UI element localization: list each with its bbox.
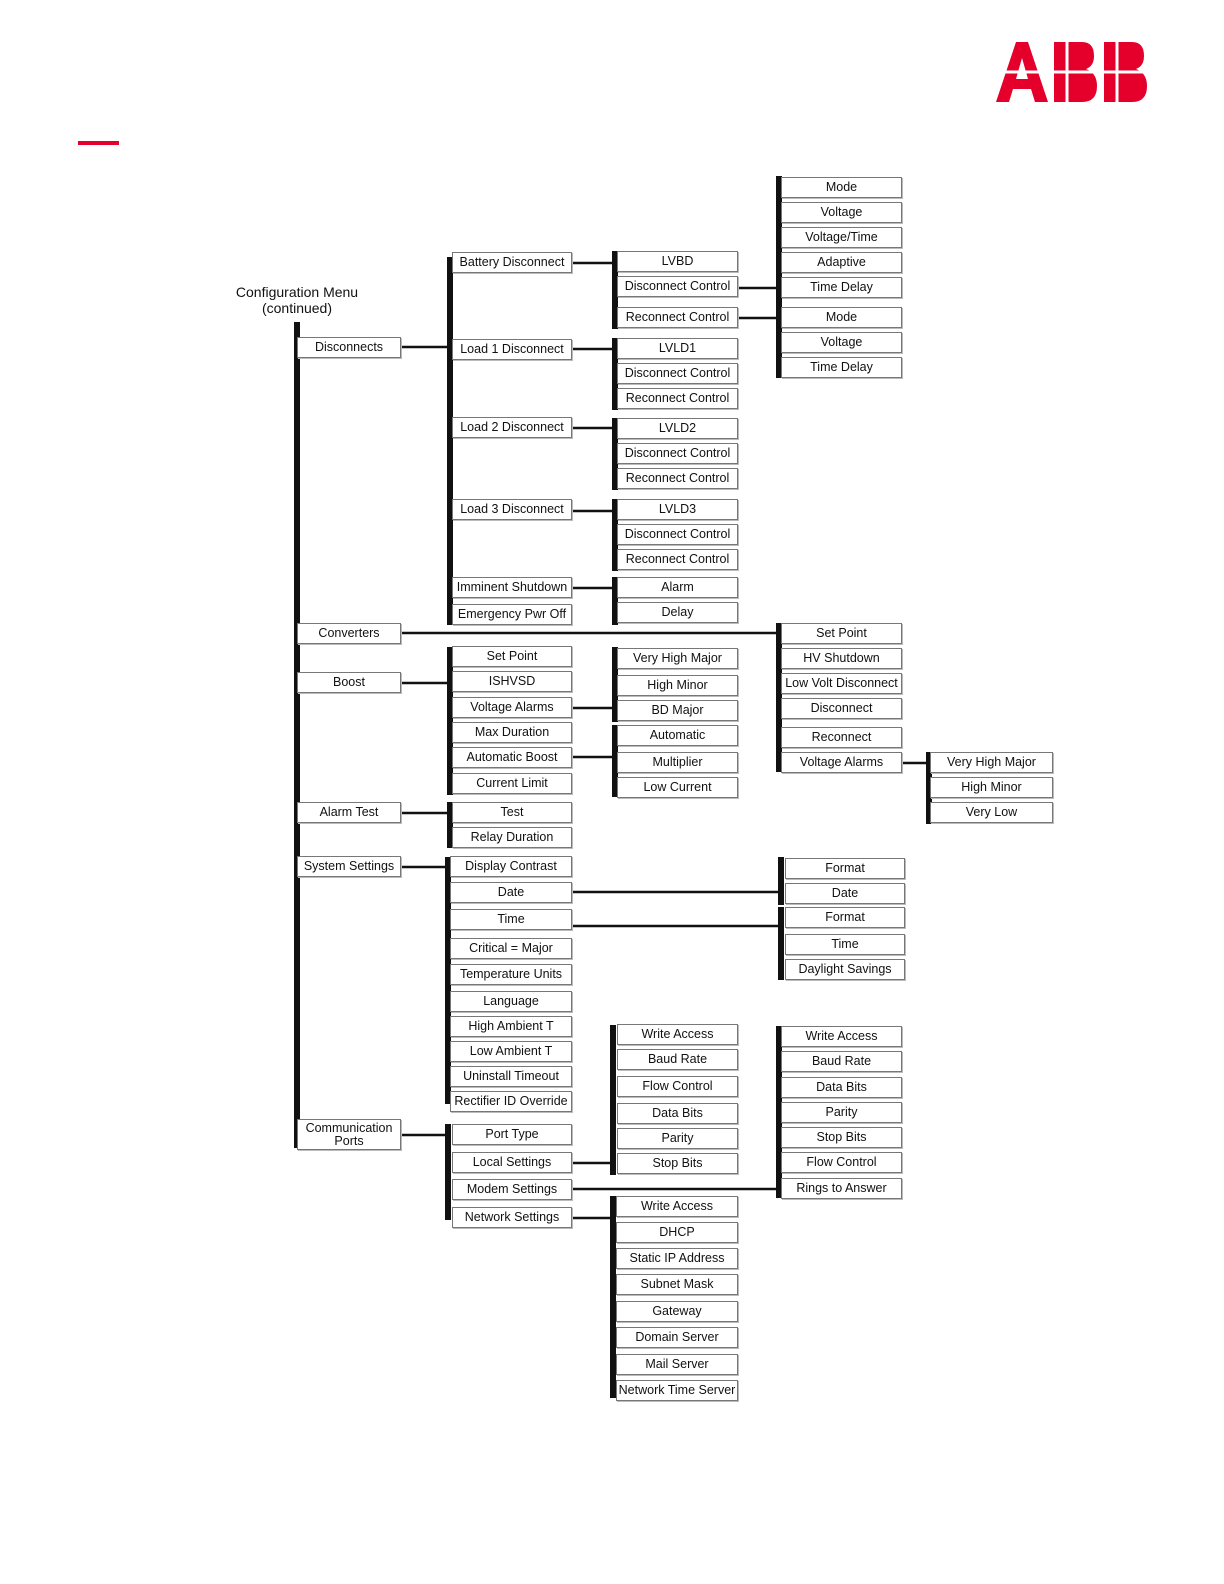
menu-node-menu-boost-label: Boost xyxy=(297,672,401,693)
menu-node-menu-boost-items-0: Set Point xyxy=(452,646,572,667)
menu-node-menu-system-settings-label: System Settings xyxy=(297,856,401,877)
menu-node-menu-communication-ports-local-settings-items-0: Write Access xyxy=(617,1024,738,1045)
menu-node-menu-system-settings-items-0: Display Contrast xyxy=(450,856,572,877)
menu-node-menu-communication-ports-local-settings-items-1: Baud Rate xyxy=(617,1049,738,1070)
menu-node-menu-converters-items-1: HV Shutdown xyxy=(781,648,902,669)
menu-node-menu-system-settings-date-items-1: Date xyxy=(785,883,905,904)
menu-node-menu-system-settings-items-6: High Ambient T xyxy=(450,1016,572,1037)
menu-node-menu-boost-items-4: Automatic Boost xyxy=(452,747,572,768)
menu-node-menu-disconnects-battery-disconnect-reconnect-control-items-2: Time Delay xyxy=(781,357,902,378)
menu-node-menu-alarm-test-items-1: Relay Duration xyxy=(452,827,572,848)
menu-node-menu-communication-ports-modem-settings-items-6: Rings to Answer xyxy=(781,1178,902,1199)
menu-node-menu-communication-ports-network-settings-items-2: Static IP Address xyxy=(616,1248,738,1269)
menu-node-menu-disconnects-load2-items-1: Disconnect Control xyxy=(617,443,738,464)
menu-node-menu-communication-ports-network-settings-items-7: Network Time Server xyxy=(616,1380,738,1401)
menu-node-menu-alarm-test-label: Alarm Test xyxy=(297,802,401,823)
menu-node-menu-system-settings-items-8: Uninstall Timeout xyxy=(450,1066,572,1087)
menu-node-menu-communication-ports-network-settings-items-0: Write Access xyxy=(616,1196,738,1217)
menu-node-menu-communication-ports-items-2: Modem Settings xyxy=(452,1179,572,1200)
menu-node-menu-communication-ports-network-settings-items-3: Subnet Mask xyxy=(616,1274,738,1295)
menu-node-menu-boost-voltage-alarms-items-1: High Minor xyxy=(617,675,738,696)
menu-node-menu-disconnects-battery-disconnect-disconnect-control-items-4: Time Delay xyxy=(781,277,902,298)
menu-node-menu-system-settings-items-3: Critical = Major xyxy=(450,938,572,959)
menu-node-menu-disconnects-load2-items-2: Reconnect Control xyxy=(617,468,738,489)
menu-node-menu-communication-ports-label: Communication Ports xyxy=(297,1119,401,1150)
menu-node-menu-disconnects-load1-label: Load 1 Disconnect xyxy=(452,339,572,360)
menu-node-menu-system-settings-items-5: Language xyxy=(450,991,572,1012)
menu-node-menu-communication-ports-items-1: Local Settings xyxy=(452,1152,572,1173)
menu-node-menu-disconnects-imminent-shutdown-items-0: Alarm xyxy=(617,577,738,598)
menu-node-menu-communication-ports-network-settings-items-4: Gateway xyxy=(616,1301,738,1322)
menu-node-menu-system-settings-items-1: Date xyxy=(450,882,572,903)
menu-node-menu-communication-ports-modem-settings-items-4: Stop Bits xyxy=(781,1127,902,1148)
menu-node-menu-disconnects-battery-disconnect-items-1: Disconnect Control xyxy=(617,276,738,297)
menu-node-menu-communication-ports-network-settings-items-1: DHCP xyxy=(616,1222,738,1243)
menu-node-menu-system-settings-items-4: Temperature Units xyxy=(450,964,572,985)
menu-node-menu-disconnects-battery-disconnect-disconnect-control-items-1: Voltage xyxy=(781,202,902,223)
menu-node-menu-communication-ports-network-settings-items-6: Mail Server xyxy=(616,1354,738,1375)
menu-node-menu-system-settings-date-items-0: Format xyxy=(785,858,905,879)
menu-node-menu-communication-ports-local-settings-items-5: Stop Bits xyxy=(617,1153,738,1174)
menu-node-menu-disconnects-load1-items-2: Reconnect Control xyxy=(617,388,738,409)
menu-node-menu-boost-automatic-boost-items-0: Automatic xyxy=(617,725,738,746)
menu-node-menu-communication-ports-network-settings-items-5: Domain Server xyxy=(616,1327,738,1348)
menu-node-menu-boost-items-1: ISHVSD xyxy=(452,671,572,692)
menu-node-menu-boost-items-5: Current Limit xyxy=(452,773,572,794)
menu-node-menu-converters-items-2: Low Volt Disconnect xyxy=(781,673,902,694)
menu-node-menu-disconnects-battery-disconnect-reconnect-control-items-1: Voltage xyxy=(781,332,902,353)
menu-node-menu-system-settings-items-9: Rectifier ID Override xyxy=(450,1091,572,1112)
menu-node-menu-converters-voltage-alarms-items-2: Very Low xyxy=(930,802,1053,823)
menu-node-menu-disconnects-battery-disconnect-disconnect-control-items-0: Mode xyxy=(781,177,902,198)
menu-node-menu-converters-voltage-alarms-items-1: High Minor xyxy=(930,777,1053,798)
menu-node-menu-disconnects-load3-items-2: Reconnect Control xyxy=(617,549,738,570)
menu-node-menu-disconnects-label: Disconnects xyxy=(297,337,401,358)
menu-node-menu-converters-items-0: Set Point xyxy=(781,623,902,644)
menu-node-menu-disconnects-battery-disconnect-disconnect-control-items-3: Adaptive xyxy=(781,252,902,273)
menu-node-menu-boost-items-3: Max Duration xyxy=(452,722,572,743)
menu-node-menu-disconnects-battery-disconnect-disconnect-control-items-2: Voltage/Time xyxy=(781,227,902,248)
menu-node-menu-communication-ports-modem-settings-items-2: Data Bits xyxy=(781,1077,902,1098)
menu-node-menu-disconnects-imminent-shutdown-items-1: Delay xyxy=(617,602,738,623)
menu-node-menu-converters-label: Converters xyxy=(297,623,401,644)
menu-node-menu-disconnects-battery-disconnect-label: Battery Disconnect xyxy=(452,252,572,273)
menu-node-menu-disconnects-load2-items-0: LVLD2 xyxy=(617,418,738,439)
menu-node-menu-converters-items-5: Voltage Alarms xyxy=(781,752,902,773)
menu-node-menu-boost-automatic-boost-items-2: Low Current xyxy=(617,777,738,798)
menu-node-menu-communication-ports-local-settings-items-2: Flow Control xyxy=(617,1076,738,1097)
menu-node-menu-disconnects-load3-label: Load 3 Disconnect xyxy=(452,499,572,520)
menu-node-menu-disconnects-imminent-shutdown-label: Imminent Shutdown xyxy=(452,577,572,598)
menu-node-menu-alarm-test-items-0: Test xyxy=(452,802,572,823)
menu-node-menu-communication-ports-items-3: Network Settings xyxy=(452,1207,572,1228)
menu-node-menu-disconnects-emergency-pwr-off-label: Emergency Pwr Off xyxy=(452,604,572,625)
menu-node-menu-system-settings-time-items-1: Time xyxy=(785,934,905,955)
menu-node-menu-communication-ports-local-settings-items-4: Parity xyxy=(617,1128,738,1149)
menu-node-menu-communication-ports-local-settings-items-3: Data Bits xyxy=(617,1103,738,1124)
menu-node-menu-boost-automatic-boost-items-1: Multiplier xyxy=(617,752,738,773)
menu-node-menu-communication-ports-modem-settings-items-3: Parity xyxy=(781,1102,902,1123)
menu-node-menu-system-settings-items-7: Low Ambient T xyxy=(450,1041,572,1062)
menu-node-menu-communication-ports-modem-settings-items-0: Write Access xyxy=(781,1026,902,1047)
menu-node-menu-communication-ports-modem-settings-items-5: Flow Control xyxy=(781,1152,902,1173)
menu-node-menu-disconnects-load2-label: Load 2 Disconnect xyxy=(452,417,572,438)
menu-node-menu-disconnects-load1-items-1: Disconnect Control xyxy=(617,363,738,384)
menu-node-menu-communication-ports-items-0: Port Type xyxy=(452,1124,572,1145)
menu-node-menu-disconnects-load3-items-0: LVLD3 xyxy=(617,499,738,520)
menu-node-menu-disconnects-battery-disconnect-items-2: Reconnect Control xyxy=(617,307,738,328)
menu-node-menu-converters-items-4: Reconnect xyxy=(781,727,902,748)
menu-node-menu-disconnects-load1-items-0: LVLD1 xyxy=(617,338,738,359)
menu-node-menu-boost-items-2: Voltage Alarms xyxy=(452,697,572,718)
logo-text: ABB xyxy=(996,42,999,43)
menu-node-menu-system-settings-time-items-2: Daylight Savings xyxy=(785,959,905,980)
title-subline: (continued) xyxy=(261,300,333,316)
menu-node-menu-disconnects-battery-disconnect-items-0: LVBD xyxy=(617,251,738,272)
menu-node-menu-system-settings-items-2: Time xyxy=(450,909,572,930)
menu-node-menu-system-settings-time-items-0: Format xyxy=(785,907,905,928)
menu-node-menu-converters-items-3: Disconnect xyxy=(781,698,902,719)
menu-node-menu-converters-voltage-alarms-items-0: Very High Major xyxy=(930,752,1053,773)
menu-node-menu-boost-voltage-alarms-items-0: Very High Major xyxy=(617,648,738,669)
menu-node-menu-disconnects-battery-disconnect-reconnect-control-items-0: Mode xyxy=(781,307,902,328)
title-line: Configuration Menu xyxy=(235,284,359,300)
menu-node-menu-boost-voltage-alarms-items-2: BD Major xyxy=(617,700,738,721)
menu-node-menu-disconnects-load3-items-1: Disconnect Control xyxy=(617,524,738,545)
menu-node-menu-communication-ports-modem-settings-items-1: Baud Rate xyxy=(781,1051,902,1072)
